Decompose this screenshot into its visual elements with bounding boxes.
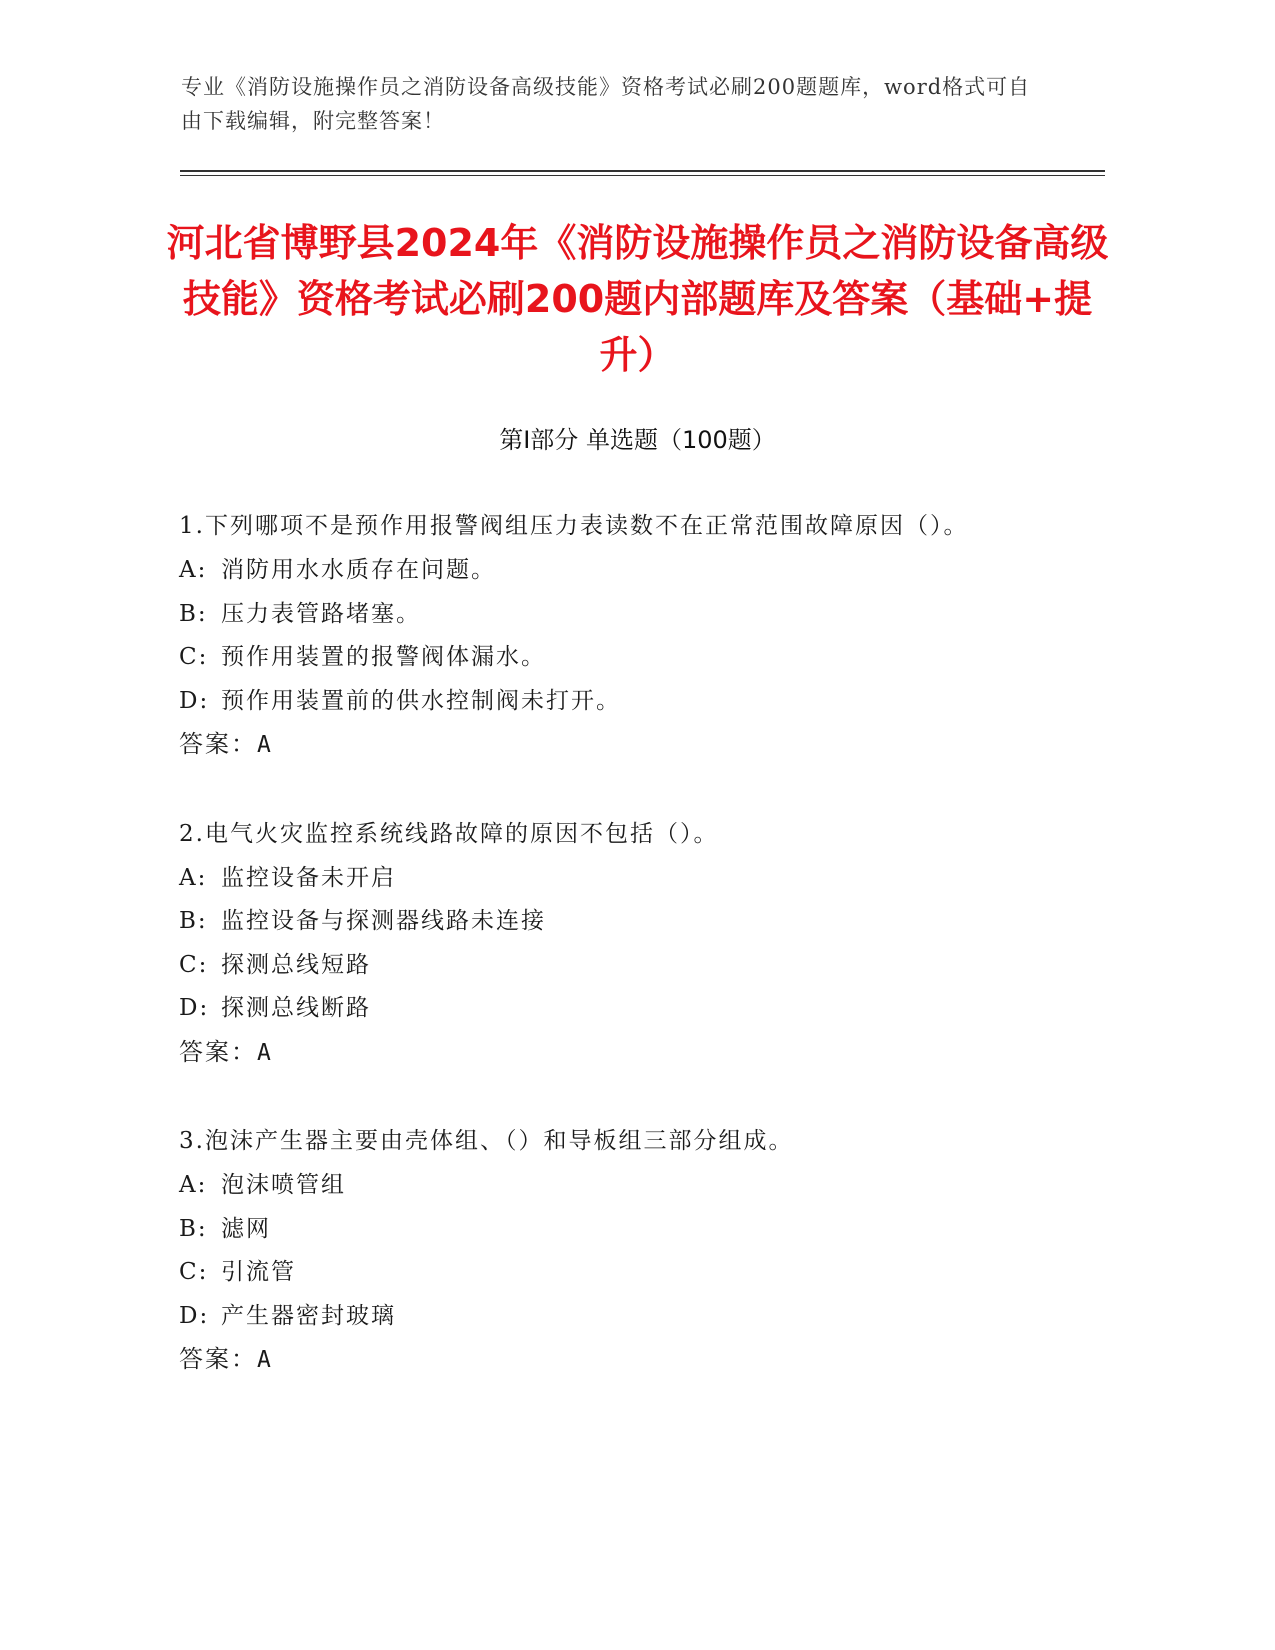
question-text: 1.下列哪项不是预作用报警阀组压力表读数不在正常范围故障原因（）。 bbox=[179, 513, 969, 539]
option-letter: D: bbox=[179, 1302, 210, 1329]
option-a bbox=[179, 549, 1039, 593]
option-d bbox=[179, 1295, 1039, 1339]
header-divider-thick bbox=[180, 170, 1105, 172]
option-b bbox=[179, 1208, 1039, 1252]
option-letter: B: bbox=[179, 600, 208, 627]
question-1 bbox=[179, 505, 1039, 768]
option-letter: C: bbox=[179, 644, 209, 670]
option-c bbox=[179, 1251, 1039, 1295]
option-letter: D: bbox=[179, 687, 210, 714]
document-title: 河北省博野县2024年《消防设施操作员之消防设备高级技能》资格考试必刷200题内部题库及答案（基础+提升） bbox=[166, 221, 1109, 377]
answer-line bbox=[179, 1338, 1039, 1383]
question-list bbox=[179, 505, 1039, 1383]
option-text: 监控设备与探测器线路未连接 bbox=[221, 908, 546, 934]
option-text: 监控设备未开启 bbox=[221, 864, 396, 891]
answer-value: A bbox=[257, 1039, 273, 1066]
option-d bbox=[179, 680, 1039, 724]
option-text: 压力表管路堵塞。 bbox=[221, 600, 421, 627]
answer-value: A bbox=[257, 1347, 273, 1373]
option-text: 泡沫喷管组 bbox=[221, 1172, 346, 1198]
option-letter: B: bbox=[179, 908, 208, 934]
option-text: 探测总线断路 bbox=[221, 995, 371, 1021]
answer-label: 答案： bbox=[179, 1345, 257, 1373]
option-text: 预作用装置前的供水控制阀未打开。 bbox=[221, 687, 621, 714]
option-c bbox=[179, 636, 1039, 680]
answer-line bbox=[179, 723, 1039, 768]
question-text: 3.泡沫产生器主要由壳体组、（）和导板组三部分组成。 bbox=[179, 1128, 794, 1154]
header-divider-thin bbox=[180, 175, 1105, 176]
option-d bbox=[179, 987, 1039, 1031]
option-text: 产生器密封玻璃 bbox=[221, 1302, 396, 1329]
section-title: 第Ⅰ部分 单选题（100题） bbox=[499, 426, 776, 454]
question-text: 2.电气火灾监控系统线路故障的原因不包括（）。 bbox=[179, 820, 719, 847]
answer-label: 答案： bbox=[179, 730, 257, 758]
option-text: 消防用水水质存在问题。 bbox=[221, 557, 496, 583]
option-letter: A: bbox=[179, 1172, 208, 1198]
option-a bbox=[179, 857, 1039, 901]
option-letter: D: bbox=[179, 995, 210, 1021]
option-text: 探测总线短路 bbox=[221, 951, 371, 978]
option-text: 引流管 bbox=[221, 1259, 296, 1285]
option-b bbox=[179, 593, 1039, 637]
option-c bbox=[179, 944, 1039, 988]
answer-value: A bbox=[257, 732, 273, 758]
option-letter: C: bbox=[179, 951, 209, 978]
answer-label: 答案： bbox=[179, 1037, 257, 1066]
answer-line bbox=[179, 1031, 1039, 1076]
option-letter: C: bbox=[179, 1259, 209, 1285]
option-letter: B: bbox=[179, 1215, 208, 1242]
option-letter: A: bbox=[179, 864, 208, 891]
option-text: 预作用装置的报警阀体漏水。 bbox=[221, 644, 546, 670]
option-b bbox=[179, 900, 1039, 944]
option-text: 滤网 bbox=[221, 1215, 271, 1242]
question-3 bbox=[179, 1120, 1039, 1383]
option-letter: A: bbox=[179, 557, 208, 583]
option-a bbox=[179, 1164, 1039, 1208]
header-note: 专业《消防设施操作员之消防设备高级技能》资格考试必刷200题题库，word格式可自由下载编辑，附完整答案！ bbox=[181, 75, 1031, 133]
question-2 bbox=[179, 813, 1039, 1076]
